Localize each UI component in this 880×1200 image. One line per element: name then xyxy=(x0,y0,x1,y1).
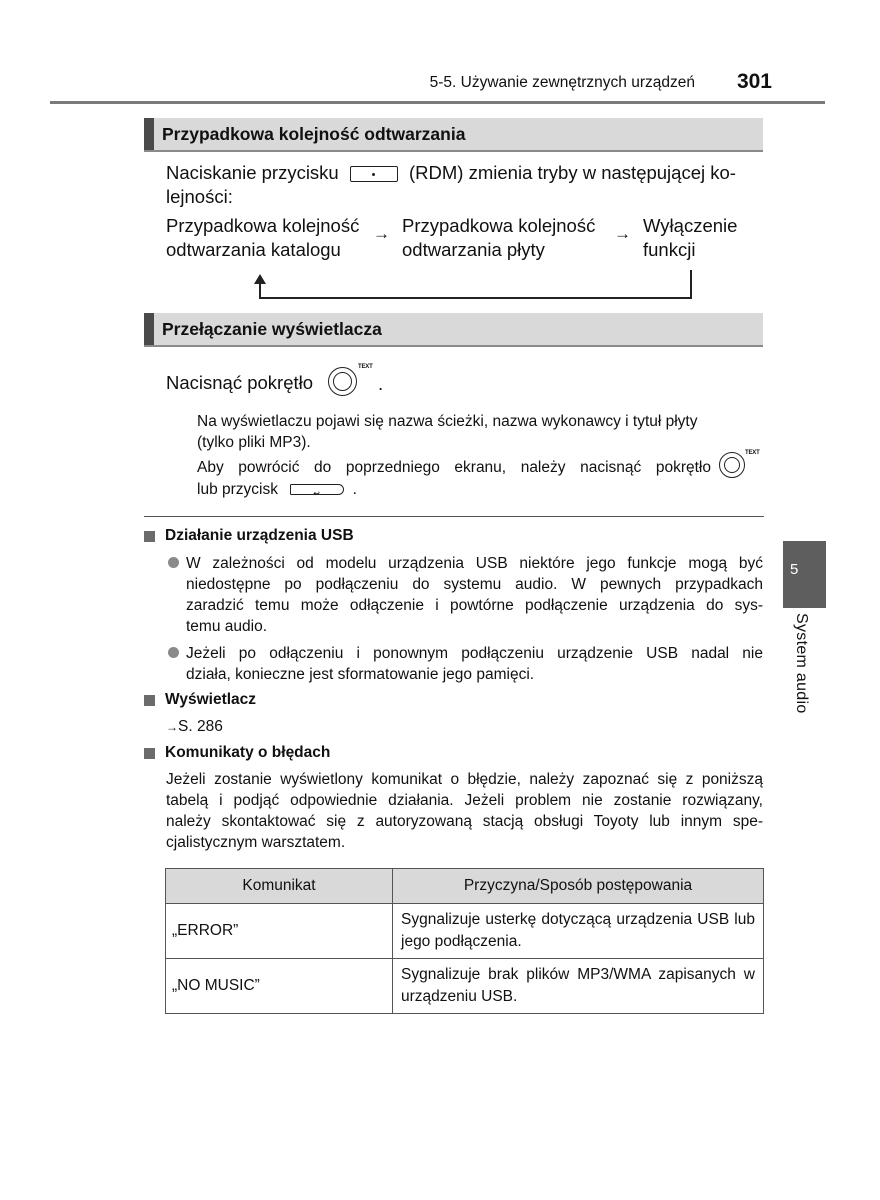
table-cell-cause: Sygnalizuje usterkę dotyczącą urządzenia USB lub jego podłączenia. xyxy=(393,904,764,959)
screen-heading: Wyświetlacz xyxy=(165,691,257,708)
display-note2-end: . xyxy=(352,481,357,498)
usb-bullet-2-line2: działa, konieczne jest sformatowanie jego pamięci. xyxy=(186,666,535,683)
flow-step-2 xyxy=(402,214,595,262)
usb-bullet-2 xyxy=(186,643,763,685)
usb-bullet-1 xyxy=(186,553,763,637)
chapter-number: 5 xyxy=(790,561,799,578)
flow-step-3 xyxy=(643,214,737,262)
knob-label-small: TEXT xyxy=(745,450,760,456)
display-note2-line2 xyxy=(197,479,357,500)
text-knob-icon xyxy=(328,364,373,397)
flow-step-3-line2: funkcji xyxy=(643,239,696,260)
square-bullet-icon xyxy=(144,695,155,706)
rdm-button-icon xyxy=(350,166,398,182)
table-row xyxy=(166,959,764,1014)
usb-heading: Działanie urządzenia USB xyxy=(165,527,354,544)
error-table xyxy=(165,868,764,1014)
section-marker xyxy=(144,118,154,150)
section-heading-random xyxy=(144,118,763,152)
circle-bullet-icon xyxy=(168,647,179,658)
flow-step-1 xyxy=(166,214,359,262)
errors-line4: cjalistycznym warsztatem. xyxy=(166,834,346,851)
loop-line-left xyxy=(259,282,261,299)
errors-line3: należy skontaktować się z autoryzowaną stacją obsługi Toyoty lub innym spe- xyxy=(166,813,763,830)
text-knob-icon-small xyxy=(719,450,760,480)
column-header-message: Komunikat xyxy=(166,869,393,904)
flow-step-2-line1: Przypadkowa kolejność xyxy=(402,215,596,236)
loop-line-right xyxy=(690,270,692,299)
usb-bullet-1-line4: temu audio. xyxy=(186,618,267,635)
random-intro-line2: lejności: xyxy=(166,186,233,207)
screen-ref-page: S. 286 xyxy=(178,718,223,735)
section-heading-display xyxy=(144,313,763,347)
display-note2-line2-text: lub przycisk xyxy=(197,481,278,498)
usb-bullet-2-line1: Jeżeli po odłączeniu i ponownym podłączeniu urządzenie USB nadal nie xyxy=(186,645,763,662)
header-section-title: 5-5. Używanie zewnętrznych urządzeń xyxy=(429,74,695,91)
errors-text xyxy=(166,769,763,853)
chapter-label: System audio xyxy=(793,613,810,714)
table-cell-message: „NO MUSIC” xyxy=(166,959,393,1014)
usb-bullet-1-line2: niedostępne po podłączeniu do systemu audio. W pewnych przypadkach xyxy=(186,576,763,593)
square-bullet-icon xyxy=(144,748,155,759)
loop-arrow-up-icon xyxy=(254,274,266,284)
header-rule xyxy=(50,101,825,104)
table-cell-cause: Sygnalizuje brak plików MP3/WMA zapisanych w urządzeniu USB. xyxy=(393,959,764,1014)
flow-step-2-line2: odtwarzania płyty xyxy=(402,239,545,260)
display-press-text: Nacisnąć pokrętło xyxy=(166,372,314,393)
flow-arrow-1: → xyxy=(373,224,390,243)
section-heading-display-text: Przełączanie wyświetlacza xyxy=(162,319,382,339)
circle-bullet-icon xyxy=(168,557,179,568)
divider xyxy=(144,516,764,517)
column-header-cause: Przyczyna/Sposób postępowania xyxy=(393,869,764,904)
display-press-end: . xyxy=(378,373,384,394)
errors-line2: tabelą i podjąć odpowiednie działania. Jeżeli problem nie zostanie rozwiązany, xyxy=(166,792,763,809)
display-note1-line1: Na wyświetlaczu pojawi się nazwa ścieżki, nazwa wykonawcy i tytuł płyty xyxy=(197,413,698,430)
chapter-tab xyxy=(783,541,826,608)
flow-step-1-line1: Przypadkowa kolejność xyxy=(166,215,360,236)
usb-bullet-1-line3: zaradzić temu może odłączenie i powtórne podłączenie urządzenia do sys- xyxy=(186,597,763,614)
square-bullet-icon xyxy=(144,531,155,542)
flow-step-1-line2: odtwarzania katalogu xyxy=(166,239,341,260)
flow-step-3-line1: Wyłączenie xyxy=(643,215,738,236)
errors-line1: Jeżeli zostanie wyświetlony komunikat o błędzie, należy zapoznać się z poniższą xyxy=(166,771,763,788)
table-cell-message: „ERROR” xyxy=(166,904,393,959)
table-header-row xyxy=(166,869,764,904)
ref-arrow-icon: → xyxy=(166,720,178,734)
section-marker xyxy=(144,313,154,345)
table-row xyxy=(166,904,764,959)
section-heading-random-text: Przypadkowa kolejność odtwarzania xyxy=(162,124,466,144)
errors-heading: Komunikaty o błędach xyxy=(165,744,331,761)
loop-line-bottom xyxy=(259,297,692,299)
usb-bullet-1-line1: W zależności od modelu urządzenia USB niektóre jego funkcje mogą być xyxy=(186,555,763,572)
random-intro-after: (RDM) zmienia tryby w następującej ko- xyxy=(409,162,736,183)
page-number: 301 xyxy=(736,70,772,93)
flow-arrow-2: → xyxy=(614,224,631,243)
random-intro xyxy=(166,161,766,185)
knob-label: TEXT xyxy=(358,364,373,370)
display-note2-line1: Aby powrócić do poprzedniego ekranu, należy nacisnąć pokrętło xyxy=(197,459,711,476)
display-note1-line2: (tylko pliki MP3). xyxy=(197,434,311,451)
random-intro-before: Naciskanie przycisku xyxy=(166,162,339,183)
back-button-icon: ↩ xyxy=(290,484,344,495)
screen-ref xyxy=(166,716,223,738)
